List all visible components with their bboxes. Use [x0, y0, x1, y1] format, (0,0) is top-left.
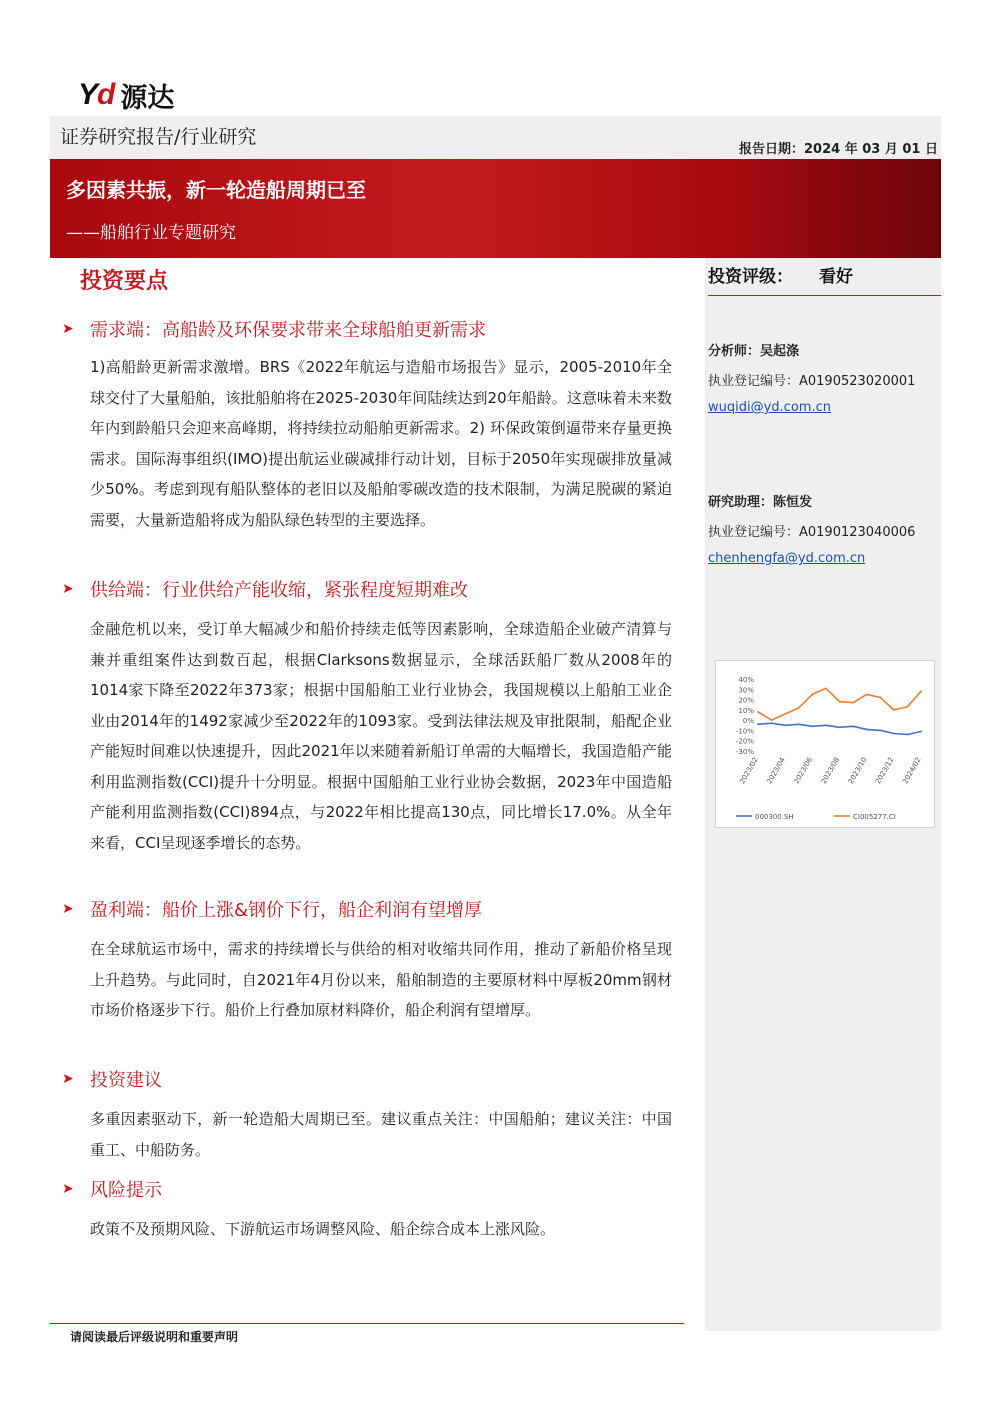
data-point: [879, 697, 881, 699]
report-date: 报告日期：2024 年 03 月 01 日: [739, 142, 938, 157]
arrow-icon: ➤: [62, 321, 74, 337]
y-tick-label: -30%: [735, 748, 754, 756]
section-body-risk: 政策不及预期风险、下游航运市场调整风险、船企综合成本上涨风险。: [90, 1220, 556, 1238]
arrow-icon: ➤: [62, 1181, 74, 1197]
x-tick-label: 2023/08: [819, 756, 842, 786]
data-point: [866, 694, 868, 696]
data-point: [866, 729, 868, 731]
assistant-email[interactable]: chenhengfa@yd.com.cn: [708, 551, 866, 566]
y-tick-label: -10%: [735, 727, 754, 736]
data-point: [811, 694, 813, 696]
legend-label: 000300.SH: [755, 813, 794, 821]
data-point: [920, 731, 922, 733]
company-logo: [78, 78, 174, 112]
y-tick-label: 10%: [738, 706, 754, 715]
data-point: [893, 709, 895, 711]
section-heading-profit: ➤ 盈利端：船价上涨&钢价下行，船企利润有望增厚: [62, 900, 483, 921]
data-point: [825, 687, 827, 689]
footer-divider: [50, 1323, 684, 1324]
data-point: [757, 723, 759, 725]
data-point: [852, 702, 854, 704]
footer-disclaimer: 请阅读最后评级说明和重要声明: [70, 1330, 239, 1344]
x-tick-label: 2023/10: [846, 756, 869, 786]
x-tick-label: 2023/04: [765, 756, 787, 786]
data-point: [893, 733, 895, 735]
y-tick-label: 0%: [742, 717, 754, 726]
report-subtitle: ——船舶行业专题研究: [66, 223, 236, 243]
data-point: [784, 713, 786, 715]
data-point: [757, 711, 759, 713]
analyst-reg: 执业登记编号：A0190523020001: [708, 374, 916, 389]
section-body-supply: 金融危机以来，受订单大幅减少和船价持续走低等因素影响，全球造船企业破产清算与兼并重组案件达到数百起，根据Clarksons数据显示，全球活跃船厂数从2008年的1014家下降至2022年373家；根据中国船舶工业行业协会，我国规模以上船舶工业企业由2014年的1492家减少至2022年的1093家。受到法律法规及审批限制，船配企业产能短时间难以快速提升，因此2021年以来随着新船订单需的大幅增长，我国造船产能利用监测指数(CCI)提升十分明显。根据中国船舶工业行业协会数据，2023年中国造船产能利用监测指数(CCI)894点，与2022年相比提高130点，同比增长17.0%。从全年来看，CCI呈现逐季增长的态势。: [90, 620, 672, 852]
legend-label: CI005277.CI: [853, 813, 896, 821]
chart-svg: [716, 661, 934, 827]
logo-mark: Yd: [78, 78, 115, 111]
section-body-advice: 多重因素驱动下，新一轮造船大周期已至。建议重点关注：中国船舶；建议关注：中国重工、中船防务。: [90, 1110, 672, 1159]
data-point: [920, 690, 922, 692]
assistant-name: 研究助理：陈恒发: [708, 495, 813, 510]
section-body-demand: 1)高船龄更新需求激增。BRS《2022年航运与造船市场报告》显示，2005-2010年全球交付了大量船舶，该批船舶将在2025-2030年间陆续达到20年船龄。这意味着未来数年内到龄船只会迎来高峰期，将持续拉动船舶更新需求。2) 环保政策倒逼带来存量更换需求。国际海事组织(IMO)提出航运业碳减排行动计划，目标于2050年实现碳排放量减少50%。考虑到现有船队整体的老旧以及船舶零碳改造的技术限制，为满足脱碳的紧迫需要，大量新造船将成为船队绿色转型的主要选择。: [90, 358, 672, 529]
rating-divider: [708, 295, 941, 296]
section-title: 投资要点: [80, 269, 169, 294]
analyst-email[interactable]: wuqidi@yd.com.cn: [708, 400, 831, 415]
x-tick-label: 2023/12: [874, 756, 896, 786]
investment-rating: 投资评级： 看好: [708, 267, 853, 287]
data-point: [811, 725, 813, 727]
data-point: [771, 719, 773, 721]
doc-type: 证券研究报告/行业研究: [60, 126, 257, 148]
section-body-profit: 在全球航运市场中，需求的持续增长与供给的相对收缩共同作用，推动了新船价格呈现上升趋势。与此同时，自2021年4月份以来，船舶制造的主要原材料中厚板20mm钢材市场价格逐步下行。船价上行叠加原材料降价，船企利润有望增厚。: [90, 940, 672, 1019]
y-tick-label: 20%: [738, 696, 754, 705]
data-point: [907, 734, 909, 736]
analyst-name: 分析师：吴起涤: [708, 344, 800, 359]
arrow-icon: ➤: [62, 581, 74, 597]
data-point: [798, 723, 800, 725]
data-point: [839, 726, 841, 728]
data-point: [907, 706, 909, 708]
arrow-icon: ➤: [62, 901, 74, 917]
section-heading-demand: ➤ 需求端：高船龄及环保要求带来全球船舶更新需求: [62, 320, 486, 341]
x-tick-label: 2024/02: [901, 756, 923, 786]
arrow-icon: ➤: [62, 1071, 74, 1087]
index-chart: [715, 660, 935, 828]
assistant-reg: 执业登记编号：A0190123040006: [708, 525, 916, 540]
data-point: [771, 722, 773, 724]
data-point: [839, 701, 841, 703]
y-tick-label: 30%: [738, 686, 754, 695]
series-line-0: [758, 723, 921, 734]
section-heading-risk: ➤ 风险提示: [62, 1180, 162, 1201]
section-heading-supply: ➤ 供给端：行业供给产能收缩，紧张程度短期难改: [62, 580, 468, 601]
series-line-1: [758, 688, 921, 720]
x-tick-label: 2023/06: [792, 756, 815, 786]
data-point: [798, 707, 800, 709]
data-point: [784, 724, 786, 726]
data-point: [879, 730, 881, 732]
y-tick-label: -20%: [735, 737, 754, 746]
data-point: [825, 724, 827, 726]
logo-text: 源达: [120, 82, 175, 114]
section-heading-advice: ➤ 投资建议: [62, 1070, 162, 1091]
y-tick-label: 40%: [738, 676, 754, 684]
data-point: [852, 725, 854, 727]
report-title: 多因素共振，新一轮造船周期已至: [66, 178, 366, 202]
x-tick-label: 2023/02: [738, 756, 760, 786]
